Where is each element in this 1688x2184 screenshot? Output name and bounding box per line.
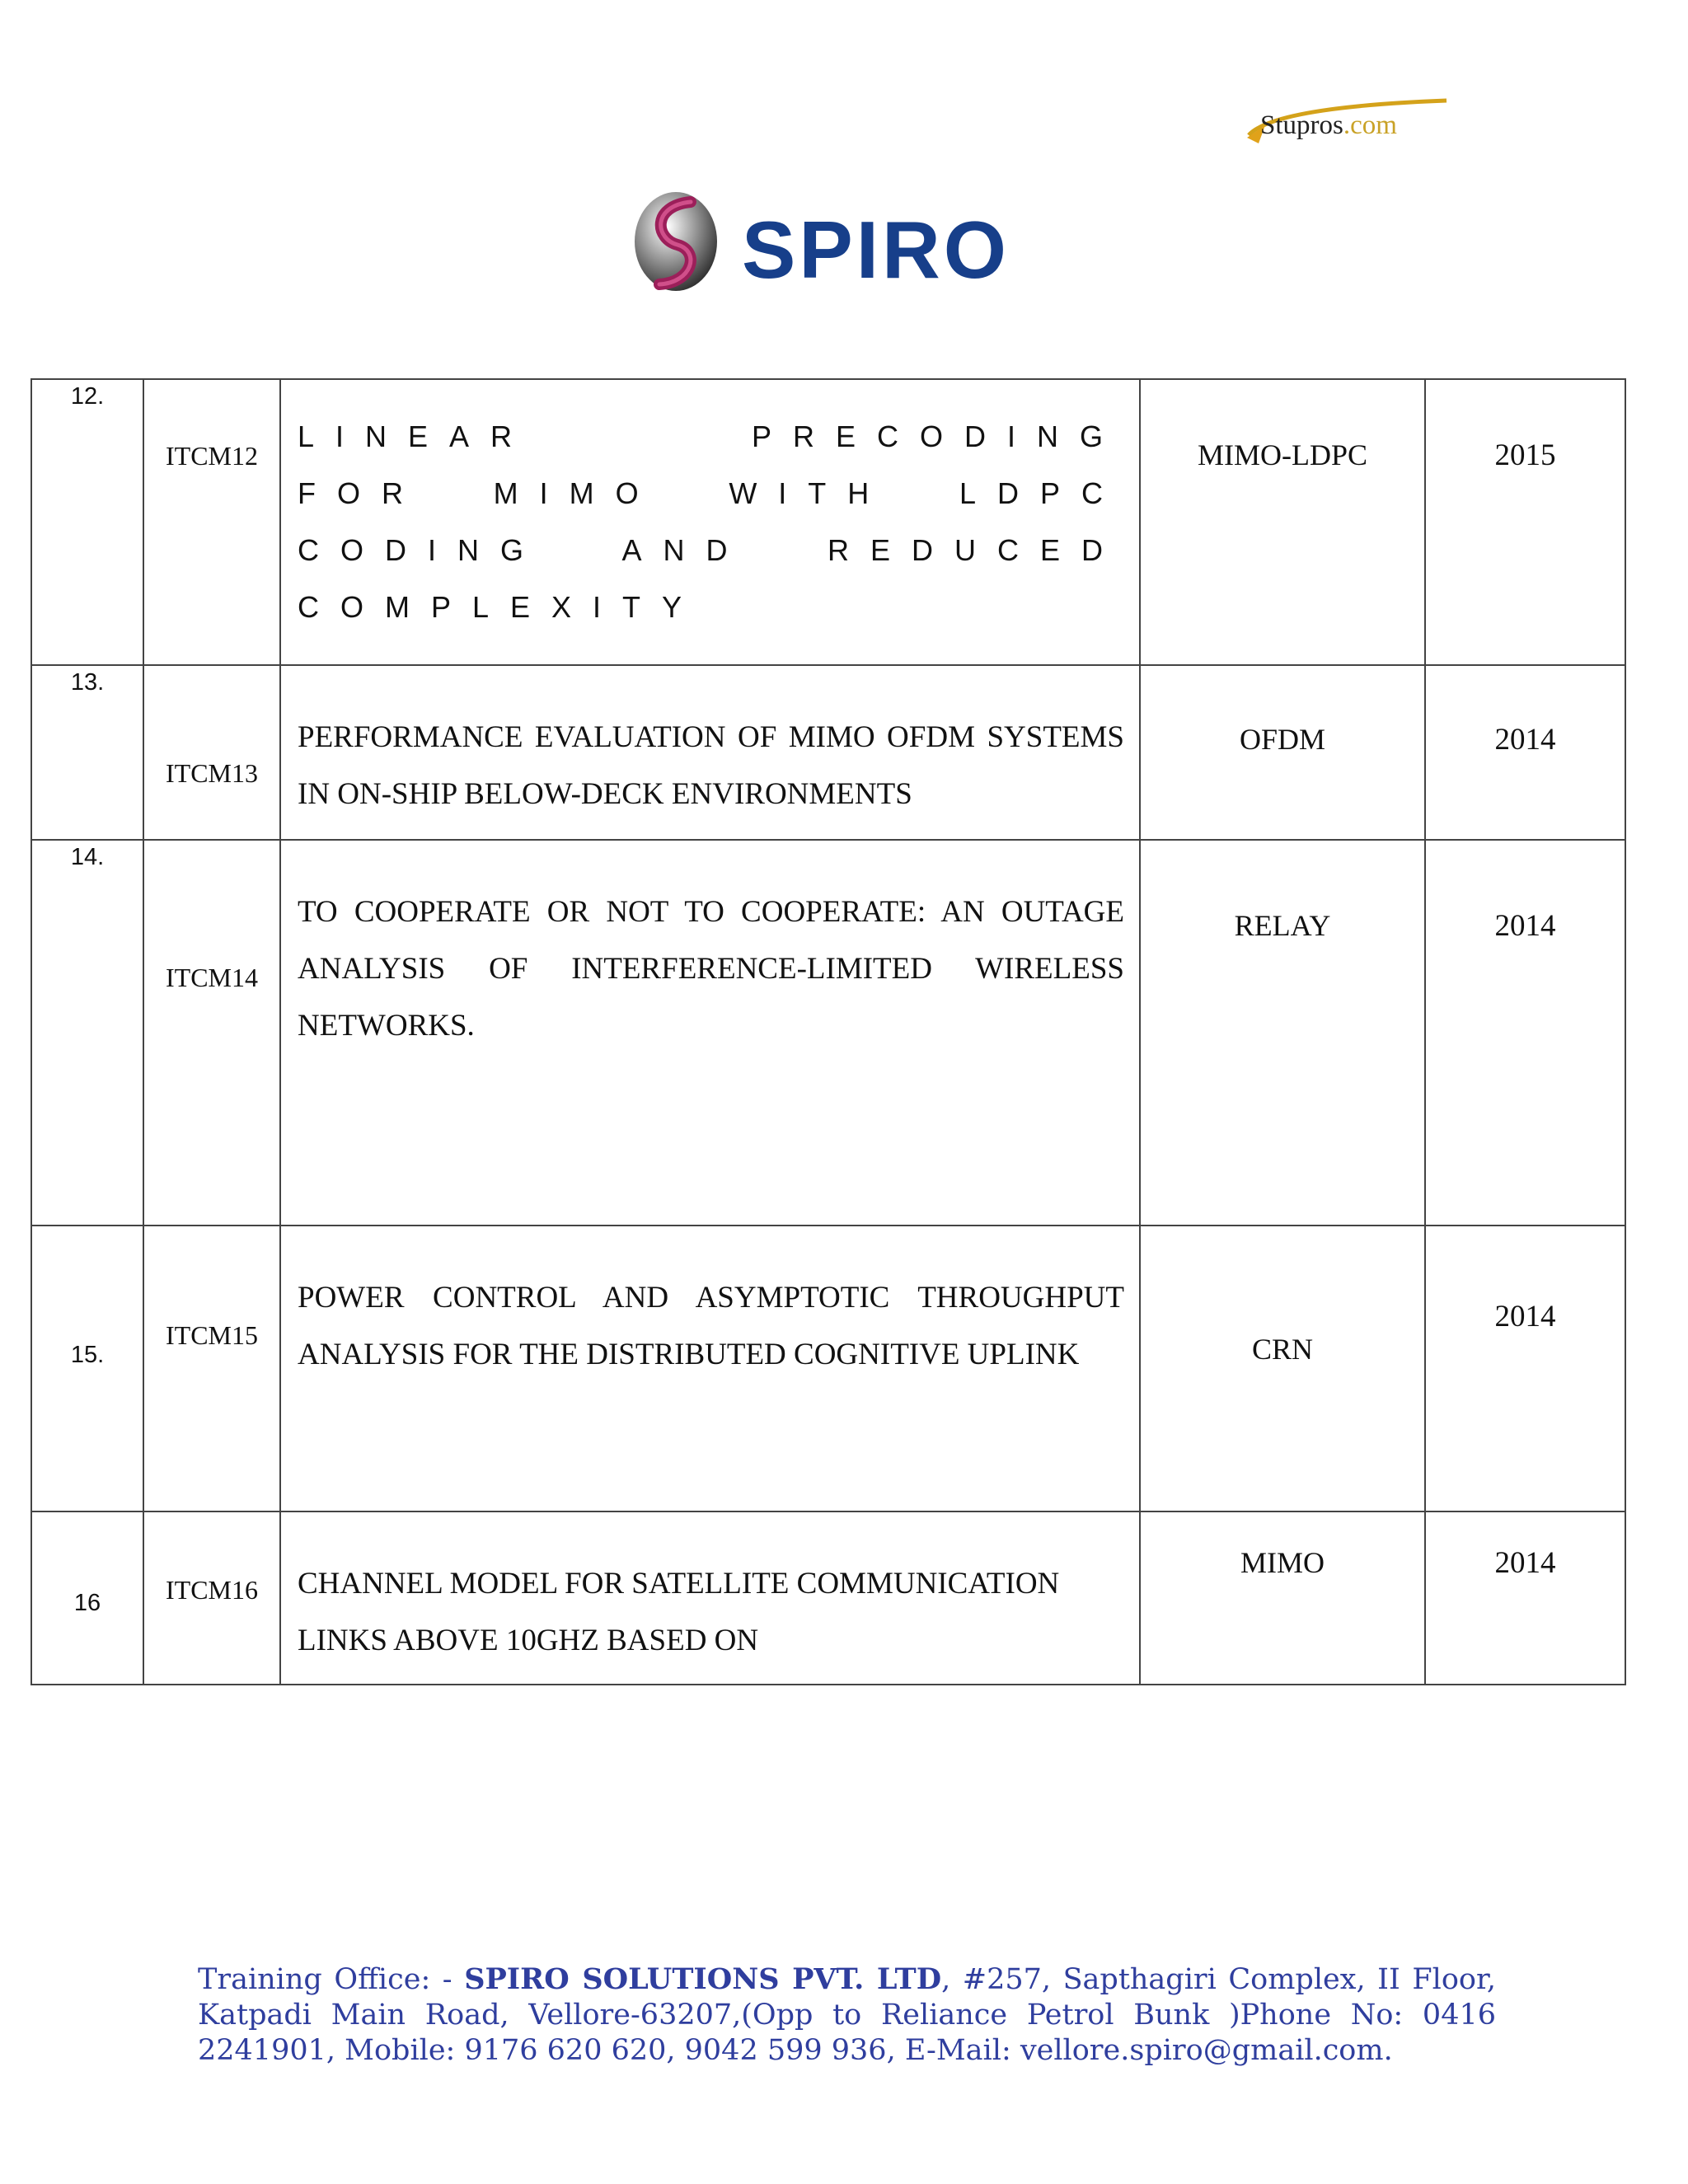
project-domain: MIMO	[1240, 1546, 1325, 1579]
row-number: 12.	[70, 383, 105, 410]
project-code: ITCM12	[166, 441, 258, 471]
table-row	[31, 379, 1625, 665]
spiro-logo-text: SPIRO	[742, 204, 1010, 295]
project-year: 2014	[1494, 909, 1556, 943]
table-row	[31, 840, 1625, 1226]
project-code: ITCM16	[166, 1575, 258, 1605]
project-title: CHANNEL MODEL FOR SATELLITE COMMUNICATION LINKS ABOVE 10GHZ BASED ON	[298, 1567, 1060, 1657]
row-number: 14.	[70, 844, 105, 870]
project-title: POWER CONTROL AND ASYMPTOTIC THROUGHPUT ANALYSIS FOR THE DISTRIBUTED COGNITIVE UPLINK	[298, 1281, 1124, 1371]
project-table	[30, 378, 1626, 1685]
row-number: 13.	[70, 669, 105, 696]
project-domain: RELAY	[1234, 909, 1331, 942]
project-title: LINEAR PRECODING FOR MIMO WITH LDPC CODING AND REDUCED COMPLEXITY	[298, 419, 1124, 624]
footer-address: , #257, Sapthagiri Complex, II Floor, Katpadi Main Road, Vellore-63207,(Opp to Reliance Petrol Bunk )Phone No: 0416 2241901, Mobile: 9176 620 620, 9042 599 936, E-Mail: vellore.spiro@gmail.com.	[198, 1963, 1496, 2067]
project-title: TO COOPERATE OR NOT TO COOPERATE: AN OUTAGE ANALYSIS OF INTERFERENCE-LIMITED WIRELESS NETWORKS.	[298, 895, 1124, 1043]
project-domain: CRN	[1251, 1333, 1314, 1366]
table-row	[31, 1511, 1625, 1685]
spiro-swirl-icon	[626, 185, 725, 305]
stupros-logo	[1240, 92, 1451, 154]
project-year: 2015	[1494, 438, 1556, 472]
project-year: 2014	[1494, 1300, 1556, 1333]
project-title: PERFORMANCE EVALUATION OF MIMO OFDM SYSTEMS IN ON-SHIP BELOW-DECK ENVIRONMENTS	[298, 720, 1124, 811]
footer-prefix: Training Office: -	[198, 1963, 465, 1996]
footer-company: SPIRO SOLUTIONS PVT. LTD	[464, 1962, 942, 1996]
table-row	[31, 1226, 1625, 1511]
stupros-logo-text: Stupros	[1260, 110, 1343, 140]
project-code: ITCM15	[166, 1320, 258, 1350]
table-row	[31, 665, 1625, 840]
footer-contact	[198, 1961, 1496, 2069]
project-code: ITCM14	[166, 963, 258, 992]
row-number: 16	[73, 1590, 101, 1616]
spiro-logo	[626, 185, 1071, 309]
stupros-logo-suffix: .com	[1343, 110, 1397, 140]
row-number: 15.	[70, 1342, 105, 1368]
project-code: ITCM13	[166, 758, 258, 788]
project-domain: MIMO-LDPC	[1197, 438, 1367, 471]
project-year: 2014	[1494, 723, 1556, 757]
project-domain: OFDM	[1239, 723, 1326, 756]
project-year: 2014	[1494, 1546, 1556, 1580]
